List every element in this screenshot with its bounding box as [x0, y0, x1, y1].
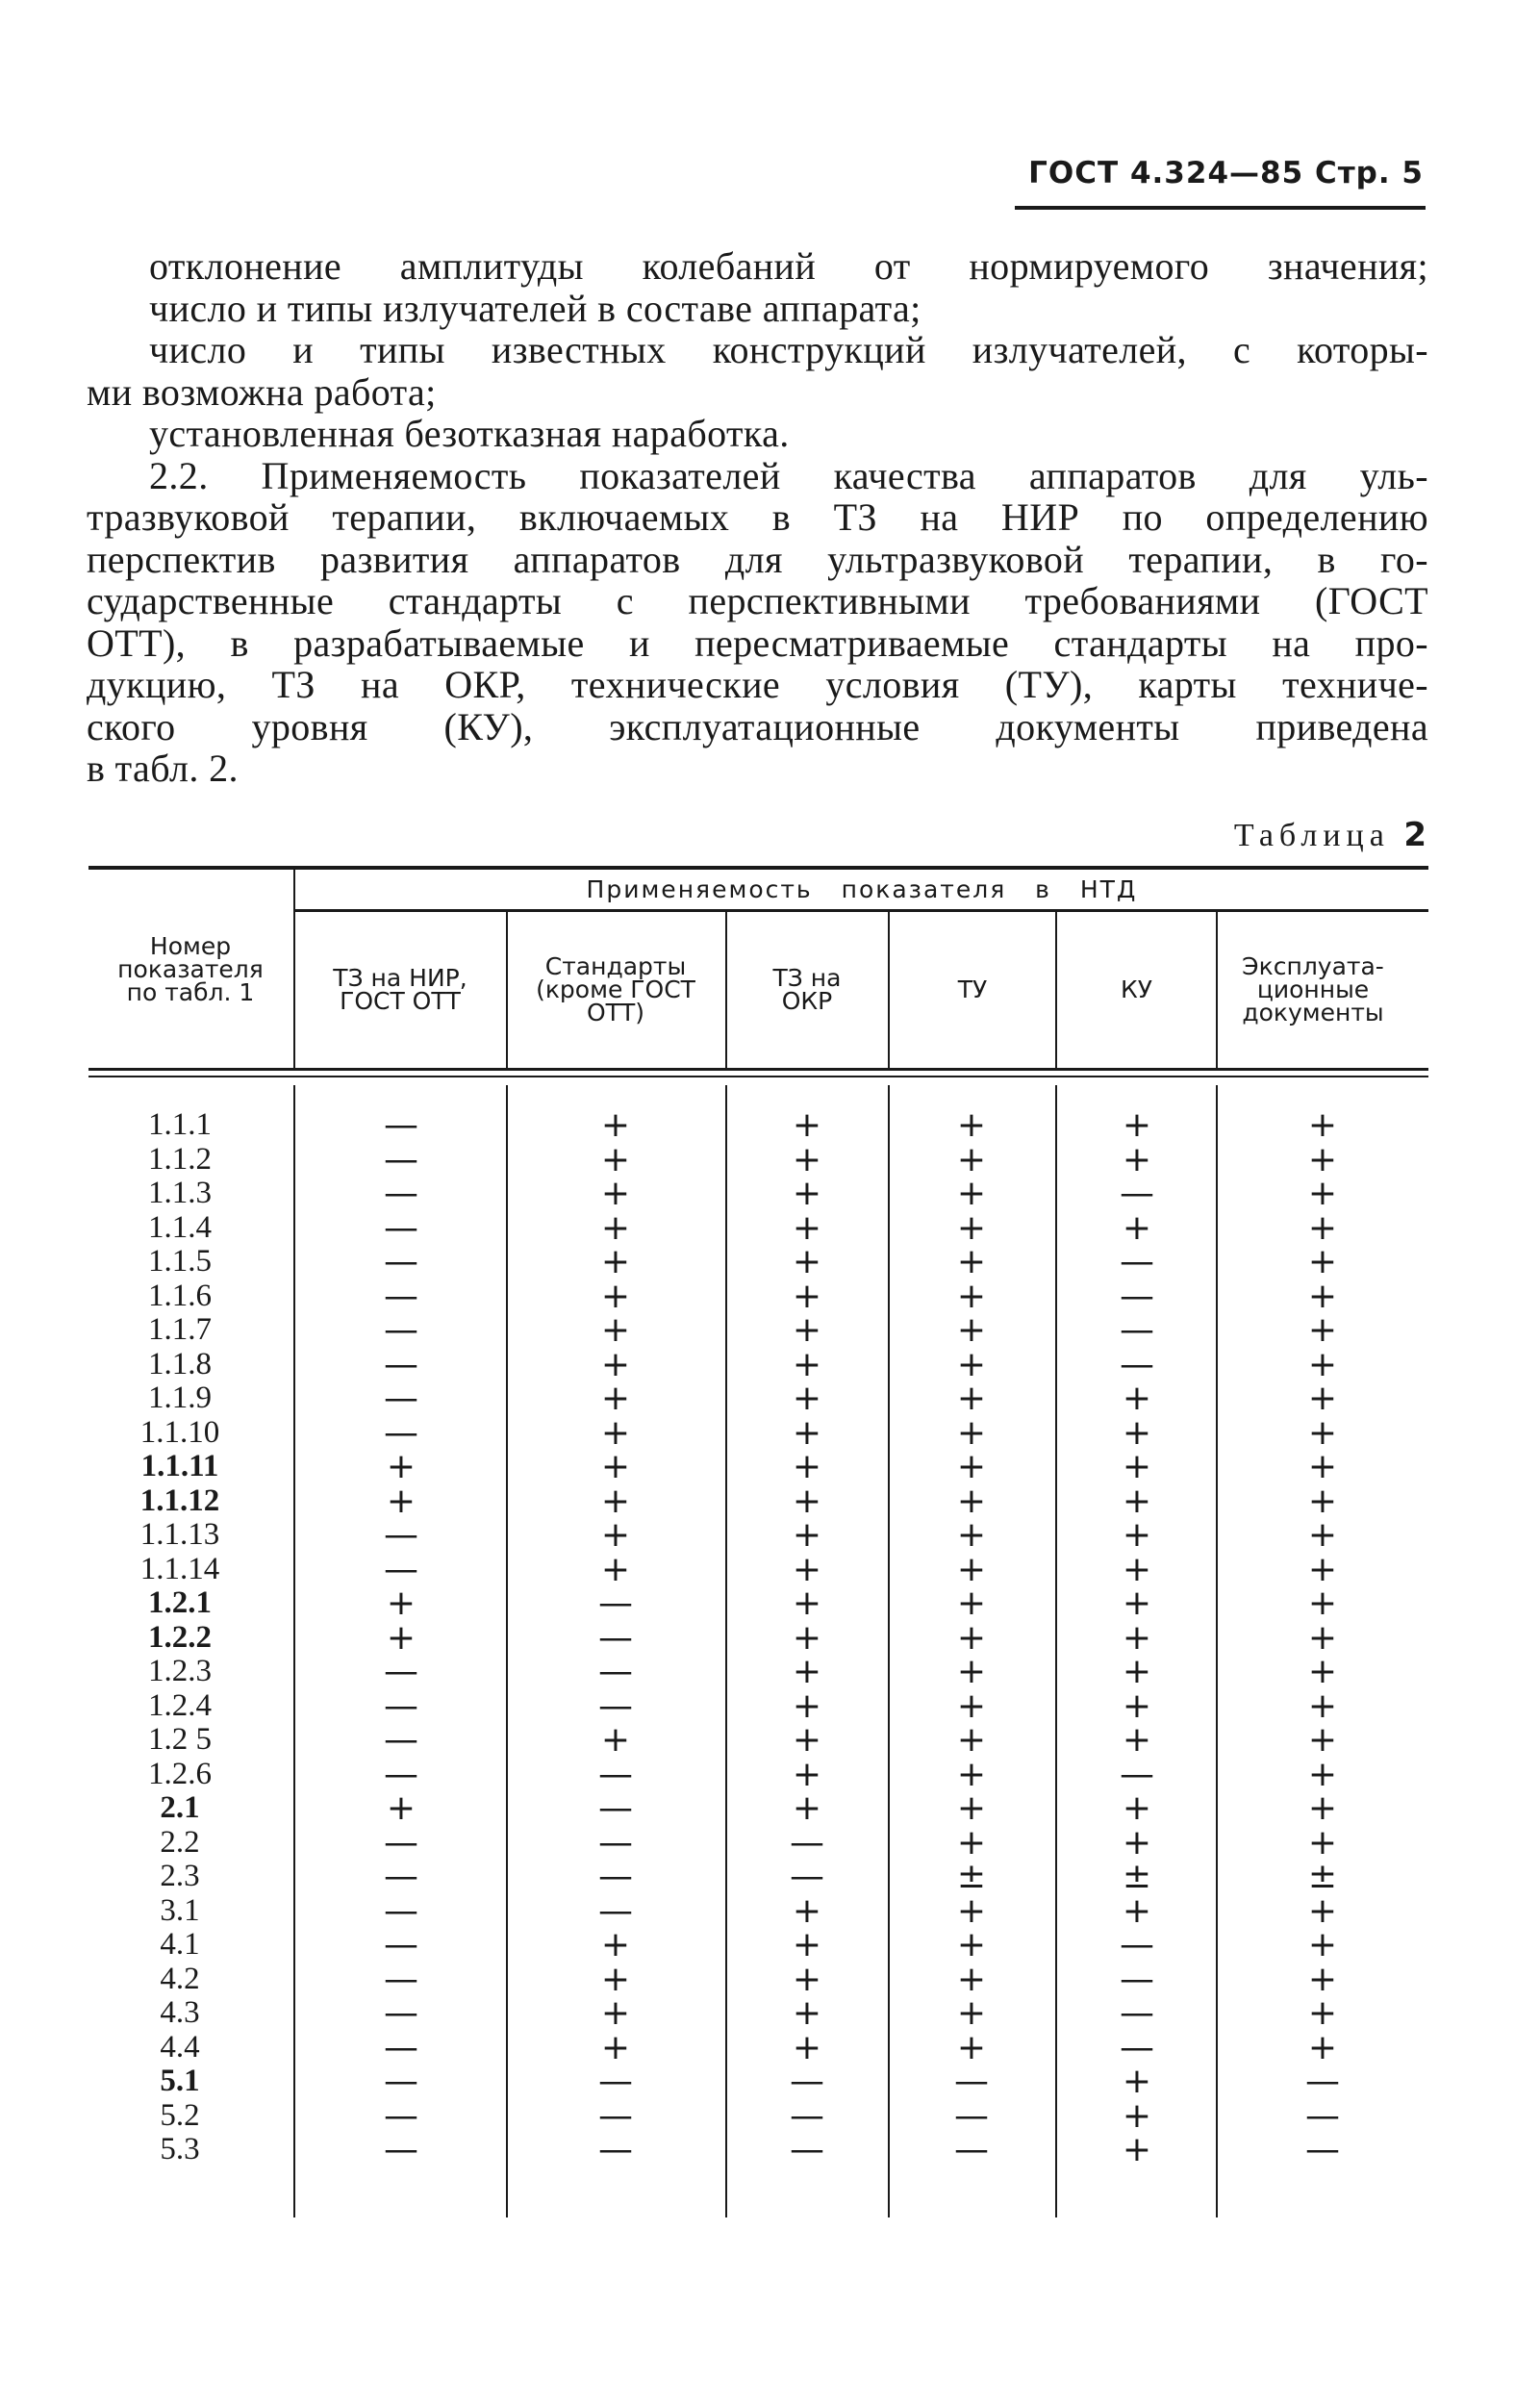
- applicability-mark: +: [956, 1720, 987, 1761]
- body-line: сударственные стандарты с перспективными требованиями (ГОСТ: [87, 579, 1428, 622]
- applicability-mark: +: [792, 1412, 822, 1453]
- applicability-mark: +: [600, 1139, 631, 1179]
- applicability-mark: —: [1305, 2130, 1340, 2170]
- applicability-mark: +: [1122, 1379, 1152, 1419]
- applicability-mark: —: [1120, 1959, 1154, 1999]
- body-line: 2.2. Применяемость показателей качества аппаратов для уль-: [149, 453, 1428, 497]
- applicability-mark: +: [956, 1207, 987, 1248]
- row-label: 1.2.4: [148, 1687, 212, 1723]
- row-label: 4.3: [160, 1995, 200, 2031]
- applicability-mark: +: [600, 1344, 631, 1384]
- applicability-mark: —: [598, 1822, 633, 1862]
- applicability-mark: +: [1122, 1412, 1152, 1453]
- header-bottom-rule: [88, 1068, 1428, 1071]
- applicability-header: Применяемость показателя в НТД: [586, 874, 1138, 903]
- applicability-mark: +: [600, 1925, 631, 1965]
- applicability-mark: +: [956, 1754, 987, 1794]
- applicability-mark: —: [1305, 2062, 1340, 2102]
- body-line: дукцию, ТЗ на ОКР, технические условия (ТУ), карты техниче-: [87, 663, 1428, 706]
- applicability-mark: +: [1122, 1788, 1152, 1829]
- applicability-mark: —: [598, 1685, 633, 1726]
- col-divider: [888, 1085, 890, 2217]
- col-divider: [506, 1085, 508, 2217]
- applicability-mark: —: [384, 2095, 418, 2136]
- row-label: 1.2.1: [148, 1585, 212, 1621]
- applicability-mark: —: [384, 1652, 418, 1692]
- applicability-mark: +: [956, 1105, 987, 1146]
- row-label: 5.3: [160, 2132, 200, 2167]
- applicability-mark: +: [956, 1925, 987, 1965]
- row-label: 1.1.4: [148, 1209, 212, 1245]
- applicability-mark: +: [792, 1993, 822, 2034]
- applicability-mark: +: [792, 1788, 822, 1829]
- applicability-mark: ±: [1307, 1857, 1338, 1897]
- applicability-mark: +: [600, 2027, 631, 2067]
- applicability-mark: +: [1307, 1652, 1338, 1692]
- applicability-mark: —: [598, 2095, 633, 2136]
- applicability-mark: —: [598, 1754, 633, 1794]
- applicability-mark: —: [1305, 2095, 1340, 2136]
- applicability-mark: +: [1307, 1481, 1338, 1521]
- applicability-mark: +: [956, 1584, 987, 1624]
- body-line: в табл. 2.: [87, 747, 239, 790]
- applicability-mark: +: [956, 1276, 987, 1316]
- row-label: 1.1.1: [148, 1107, 212, 1143]
- applicability-mark: +: [956, 1788, 987, 1829]
- applicability-mark: —: [384, 1412, 418, 1453]
- applicability-mark: +: [1307, 1993, 1338, 2034]
- applicability-mark: +: [792, 1139, 822, 1179]
- applicability-mark: —: [384, 1174, 418, 1214]
- row-label: 5.2: [160, 2097, 200, 2133]
- applicability-mark: +: [792, 1584, 822, 1624]
- applicability-mark: —: [384, 1105, 418, 1146]
- applicability-mark: +: [1307, 1344, 1338, 1384]
- applicability-mark: +: [1122, 1481, 1152, 1521]
- applicability-mark: —: [384, 1925, 418, 1965]
- applicability-mark: +: [600, 1412, 631, 1453]
- applicability-mark: +: [792, 1447, 822, 1487]
- applicability-mark: +: [956, 1344, 987, 1384]
- table-caption-number: 2: [1403, 816, 1426, 854]
- applicability-mark: +: [792, 1310, 822, 1351]
- applicability-mark: —: [1120, 1242, 1154, 1282]
- applicability-mark: +: [956, 1310, 987, 1351]
- col-divider: [293, 1085, 295, 2217]
- row-label: 1.1.7: [148, 1312, 212, 1348]
- applicability-mark: —: [954, 2062, 989, 2102]
- applicability-mark: +: [956, 1447, 987, 1487]
- row-label: 1.1.2: [148, 1141, 212, 1177]
- row-label: 1.1.9: [148, 1381, 212, 1416]
- applicability-mark: +: [1307, 1617, 1338, 1658]
- applicability-mark: —: [384, 1310, 418, 1351]
- row-label: 4.1: [160, 1927, 200, 1963]
- applicability-mark: +: [1307, 1685, 1338, 1726]
- applicability-mark: +: [386, 1481, 417, 1521]
- applicability-mark: +: [956, 1890, 987, 1931]
- applicability-mark: —: [1120, 1310, 1154, 1351]
- page-header: ГОСТ 4.324—85 Стр. 5: [1028, 156, 1424, 190]
- applicability-mark: +: [1122, 2062, 1152, 2102]
- row-label: 1.2 5: [148, 1722, 212, 1758]
- applicability-mark: —: [790, 2062, 824, 2102]
- body-line: ми возможна работа;: [87, 369, 437, 414]
- applicability-mark: —: [384, 1720, 418, 1761]
- applicability-mark: +: [1122, 1890, 1152, 1931]
- applicability-mark: +: [1122, 1822, 1152, 1862]
- applicability-mark: +: [1122, 1685, 1152, 1726]
- body-line: перспектив развития аппаратов для ультразвуковой терапии, в го-: [87, 537, 1428, 581]
- applicability-mark: —: [384, 1685, 418, 1726]
- applicability-mark: +: [792, 1515, 822, 1556]
- applicability-mark: +: [1307, 1139, 1338, 1179]
- applicability-mark: +: [1122, 1617, 1152, 1658]
- row-label: 1.1.14: [139, 1551, 220, 1586]
- applicability-mark: —: [384, 1549, 418, 1589]
- applicability-mark: —: [384, 1515, 418, 1556]
- applicability-mark: —: [384, 1959, 418, 1999]
- span-header-rule: [293, 909, 1428, 912]
- header-rule: [1015, 206, 1426, 210]
- applicability-mark: +: [792, 1959, 822, 1999]
- row-label: 5.1: [160, 2064, 200, 2099]
- col-header-tu: ТУ: [957, 975, 988, 1003]
- row-number-header: Номер показателя по табл. 1: [117, 932, 264, 1006]
- applicability-mark: —: [384, 1822, 418, 1862]
- applicability-mark: +: [956, 1822, 987, 1862]
- col-header-standards: Стандарты (кроме ГОСТ ОТТ): [536, 952, 695, 1026]
- applicability-mark: +: [386, 1617, 417, 1658]
- applicability-mark: +: [792, 1105, 822, 1146]
- applicability-mark: —: [598, 1788, 633, 1829]
- applicability-mark: +: [956, 1685, 987, 1726]
- body-text: [87, 245, 1428, 790]
- applicability-mark: —: [598, 2062, 633, 2102]
- applicability-mark: +: [1307, 1105, 1338, 1146]
- applicability-mark: +: [600, 1993, 631, 2034]
- applicability-mark: +: [956, 1993, 987, 2034]
- applicability-mark: —: [384, 1242, 418, 1282]
- applicability-mark: —: [1120, 1174, 1154, 1214]
- applicability-mark: —: [384, 1754, 418, 1794]
- applicability-mark: +: [956, 1959, 987, 1999]
- row-label: 1.1.3: [148, 1176, 212, 1211]
- applicability-mark: +: [1307, 1310, 1338, 1351]
- applicability-mark: +: [792, 1925, 822, 1965]
- applicability-mark: —: [598, 1857, 633, 1897]
- applicability-mark: ±: [1122, 1857, 1152, 1897]
- applicability-mark: +: [386, 1447, 417, 1487]
- applicability-table: [88, 866, 1428, 2217]
- applicability-mark: +: [600, 1379, 631, 1419]
- applicability-mark: +: [1307, 1447, 1338, 1487]
- applicability-mark: +: [1122, 2130, 1152, 2170]
- applicability-mark: —: [384, 1857, 418, 1897]
- applicability-mark: +: [792, 1720, 822, 1761]
- applicability-mark: +: [792, 1890, 822, 1931]
- applicability-mark: +: [600, 1276, 631, 1316]
- table-caption: [1234, 816, 1426, 854]
- applicability-mark: +: [1307, 1754, 1338, 1794]
- applicability-mark: +: [792, 1174, 822, 1214]
- applicability-mark: +: [792, 2027, 822, 2067]
- applicability-mark: +: [1307, 1584, 1338, 1624]
- applicability-mark: —: [384, 2027, 418, 2067]
- row-label: 1.1.6: [148, 1278, 212, 1313]
- table-caption-word: Таблица: [1233, 818, 1390, 853]
- applicability-mark: —: [598, 1617, 633, 1658]
- applicability-mark: +: [600, 1515, 631, 1556]
- applicability-mark: +: [956, 1617, 987, 1658]
- applicability-mark: +: [1307, 1890, 1338, 1931]
- applicability-mark: +: [792, 1481, 822, 1521]
- row-label: 1.1.12: [139, 1482, 220, 1518]
- applicability-mark: —: [384, 1379, 418, 1419]
- applicability-mark: +: [1307, 1515, 1338, 1556]
- applicability-mark: +: [600, 1207, 631, 1248]
- applicability-mark: —: [384, 1993, 418, 2034]
- applicability-mark: +: [1307, 1822, 1338, 1862]
- row-label: 1.1.13: [139, 1517, 220, 1553]
- body-line: ОТТ), в разрабатываемые и пересматриваемые стандарты на про-: [87, 621, 1428, 665]
- applicability-mark: +: [1307, 1207, 1338, 1248]
- applicability-mark: +: [600, 1174, 631, 1214]
- col-divider: [506, 912, 508, 1071]
- row-label: 1.1.8: [148, 1346, 212, 1381]
- applicability-mark: +: [956, 1549, 987, 1589]
- applicability-mark: +: [792, 1754, 822, 1794]
- applicability-mark: —: [790, 1822, 824, 1862]
- applicability-mark: +: [956, 1139, 987, 1179]
- row-label: 1.1.5: [148, 1244, 212, 1280]
- applicability-mark: +: [792, 1617, 822, 1658]
- body-line: число и типы известных конструкций излучателей, с которы-: [149, 328, 1428, 371]
- row-label: 1.1.11: [140, 1449, 219, 1484]
- applicability-mark: +: [386, 1788, 417, 1829]
- applicability-mark: +: [600, 1481, 631, 1521]
- applicability-mark: +: [1122, 1447, 1152, 1487]
- applicability-mark: —: [790, 2130, 824, 2170]
- applicability-mark: —: [598, 1890, 633, 1931]
- applicability-mark: —: [1120, 1276, 1154, 1316]
- row-label: 1.2.6: [148, 1756, 212, 1791]
- row-label: 2.2: [160, 1824, 200, 1860]
- applicability-mark: —: [598, 1584, 633, 1624]
- applicability-mark: +: [1122, 2095, 1152, 2136]
- applicability-mark: —: [384, 1207, 418, 1248]
- applicability-mark: +: [792, 1549, 822, 1589]
- col-header-ku: КУ: [1121, 975, 1152, 1003]
- applicability-mark: +: [1307, 1549, 1338, 1589]
- row-label: 4.4: [160, 2029, 200, 2065]
- row-label: 4.2: [160, 1961, 200, 1996]
- applicability-mark: +: [600, 1310, 631, 1351]
- applicability-mark: ±: [956, 1857, 987, 1897]
- applicability-mark: +: [1122, 1720, 1152, 1761]
- body-line: отклонение амплитуды колебаний от нормируемого значения;: [149, 244, 1428, 288]
- header-bottom-rule-2: [88, 1076, 1428, 1077]
- applicability-mark: +: [956, 1174, 987, 1214]
- applicability-mark: +: [1122, 1139, 1152, 1179]
- applicability-mark: +: [956, 2027, 987, 2067]
- applicability-mark: +: [600, 1242, 631, 1282]
- applicability-mark: +: [1307, 1412, 1338, 1453]
- body-line: число и типы излучателей в составе аппарата;: [149, 286, 921, 330]
- applicability-mark: +: [792, 1207, 822, 1248]
- col-header-operating-docs: Эксплуата-ционные документы: [1242, 952, 1384, 1026]
- row-label: 2.1: [160, 1790, 200, 1826]
- applicability-mark: +: [1307, 1788, 1338, 1829]
- col-divider: [725, 1085, 727, 2217]
- body-line: ского уровня (КУ), эксплуатационные документы приведена: [87, 704, 1428, 748]
- applicability-mark: +: [1122, 1105, 1152, 1146]
- applicability-mark: +: [792, 1344, 822, 1384]
- applicability-mark: +: [792, 1242, 822, 1282]
- applicability-mark: +: [1122, 1515, 1152, 1556]
- applicability-mark: +: [792, 1652, 822, 1692]
- applicability-mark: +: [956, 1481, 987, 1521]
- applicability-mark: —: [384, 2062, 418, 2102]
- col-header-tz-okr: ТЗ на ОКР: [772, 964, 842, 1015]
- applicability-mark: —: [384, 2130, 418, 2170]
- applicability-mark: +: [1307, 1242, 1338, 1282]
- applicability-mark: +: [1307, 2027, 1338, 2067]
- applicability-mark: +: [956, 1412, 987, 1453]
- applicability-mark: +: [792, 1276, 822, 1316]
- applicability-mark: +: [956, 1379, 987, 1419]
- applicability-mark: +: [1307, 1379, 1338, 1419]
- applicability-mark: —: [384, 1276, 418, 1316]
- applicability-mark: —: [384, 1344, 418, 1384]
- applicability-mark: +: [1307, 1276, 1338, 1316]
- applicability-mark: +: [792, 1379, 822, 1419]
- col-divider: [725, 912, 727, 1071]
- row-label: 2.3: [160, 1859, 200, 1894]
- applicability-mark: —: [954, 2095, 989, 2136]
- row-label: 1.2.3: [148, 1654, 212, 1689]
- applicability-mark: —: [1120, 1344, 1154, 1384]
- applicability-mark: +: [1307, 1959, 1338, 1999]
- body-line: тразвуковой терапии, включаемых в ТЗ на НИР по определению: [87, 495, 1428, 539]
- applicability-mark: —: [790, 2095, 824, 2136]
- applicability-mark: +: [1122, 1549, 1152, 1589]
- applicability-mark: —: [598, 2130, 633, 2170]
- applicability-mark: +: [956, 1242, 987, 1282]
- col-divider: [1216, 1085, 1218, 2217]
- row-label: 3.1: [160, 1892, 200, 1928]
- applicability-mark: +: [1122, 1207, 1152, 1248]
- applicability-mark: +: [1122, 1584, 1152, 1624]
- row-label: 1.2.2: [148, 1619, 212, 1655]
- applicability-mark: —: [1120, 1754, 1154, 1794]
- body-line: установленная безотказная наработка.: [149, 412, 790, 455]
- applicability-mark: —: [954, 2130, 989, 2170]
- applicability-mark: +: [1122, 1652, 1152, 1692]
- applicability-mark: +: [600, 1447, 631, 1487]
- applicability-mark: +: [1307, 1720, 1338, 1761]
- applicability-mark: +: [600, 1549, 631, 1589]
- applicability-mark: +: [1307, 1174, 1338, 1214]
- applicability-mark: +: [792, 1685, 822, 1726]
- applicability-mark: +: [386, 1584, 417, 1624]
- applicability-mark: +: [956, 1652, 987, 1692]
- applicability-mark: —: [384, 1139, 418, 1179]
- col-header-tz-nir: ТЗ на НИР, ГОСТ ОТТ: [333, 964, 467, 1015]
- col-divider: [1055, 1085, 1057, 2217]
- applicability-mark: —: [1120, 1925, 1154, 1965]
- applicability-mark: +: [600, 1959, 631, 1999]
- col-divider: [1216, 912, 1218, 1071]
- applicability-mark: —: [1120, 2027, 1154, 2067]
- applicability-mark: —: [1120, 1993, 1154, 2034]
- applicability-mark: +: [1307, 1925, 1338, 1965]
- applicability-mark: +: [600, 1105, 631, 1146]
- applicability-mark: —: [598, 1652, 633, 1692]
- row-label: 1.1.10: [139, 1414, 220, 1450]
- applicability-mark: +: [956, 1515, 987, 1556]
- applicability-mark: +: [600, 1720, 631, 1761]
- applicability-mark: —: [384, 1890, 418, 1931]
- applicability-mark: —: [790, 1857, 824, 1897]
